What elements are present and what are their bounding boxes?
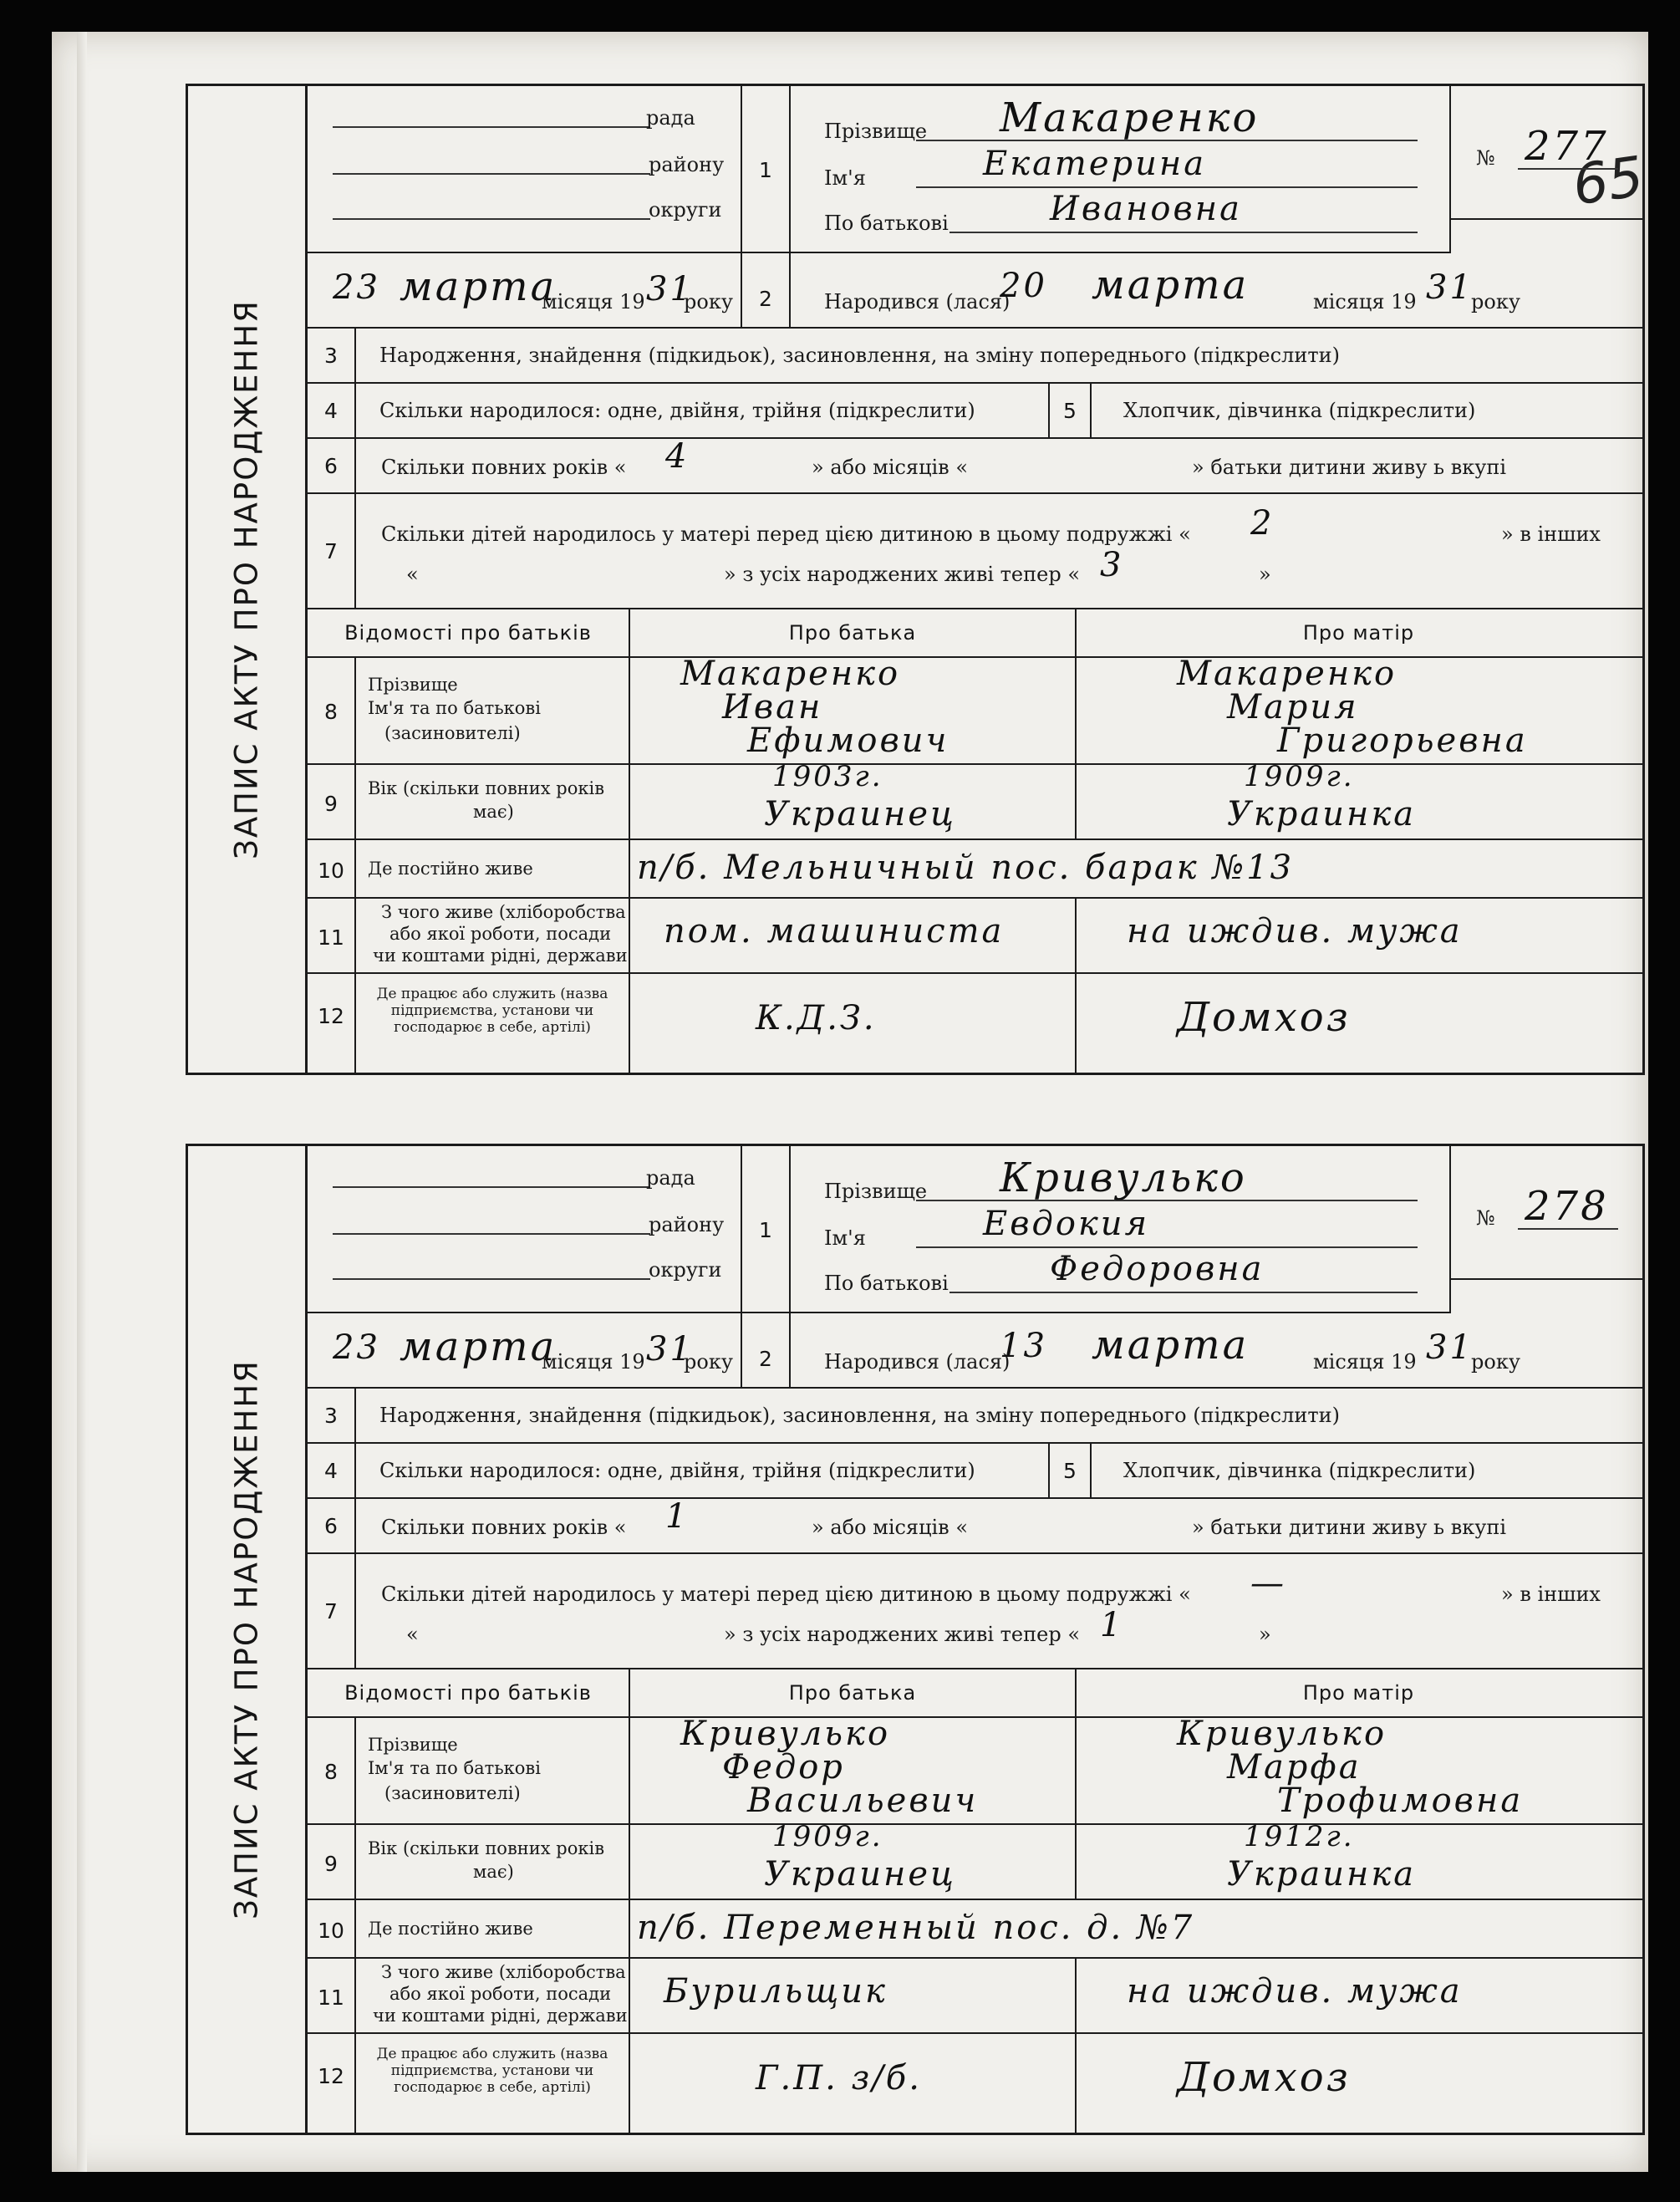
num-cell-2 — [742, 220, 791, 329]
mother-name-cell — [1077, 1715, 1642, 1825]
child-name: Евдокия — [983, 1205, 1150, 1243]
row7-other-label: » в інших — [1501, 522, 1601, 546]
father-name: Федор — [722, 1748, 845, 1787]
mother-header — [1077, 1669, 1642, 1718]
years-together: 1 — [665, 1497, 690, 1536]
row-number-1: 1 — [759, 1218, 772, 1242]
children-alive: 1 — [1100, 1606, 1124, 1644]
birth-day: 20 — [1000, 267, 1047, 305]
row11-label-c: чи коштами рідні, держави — [373, 946, 628, 966]
row6-months-label: » або місяців « — [812, 1516, 969, 1539]
birth-year-label: року — [1471, 1350, 1520, 1374]
row8-name-label: Ім'я та по батькові — [368, 698, 541, 718]
birth-date-cell — [791, 220, 1642, 329]
record-side-title: ЗАПИС АКТУ ПРО НАРОДЖЕННЯ — [228, 299, 265, 859]
father-surname: Макаренко — [680, 655, 901, 693]
reg-day: 23 — [333, 268, 380, 307]
mother-age-cell — [1077, 1820, 1642, 1900]
mother-surname: Макаренко — [1177, 655, 1397, 693]
parents-info-header — [308, 609, 630, 658]
father-age-cell — [630, 1820, 1077, 1900]
mother-name-cell — [1077, 655, 1642, 765]
row7-quote-open: « — [406, 563, 419, 586]
child-patronymic: Федоровна — [1050, 1250, 1265, 1288]
children-alive: 3 — [1100, 546, 1124, 584]
mother-header-label: Про матір — [1302, 621, 1415, 645]
row11-label-a: З чого живе (хліборобства — [381, 1962, 626, 1982]
mother-occupation-cell — [1077, 899, 1642, 974]
row3-label: Народження, знайдення (підкидьок), засиновлення, на зміну попереднього (підкреслити) — [379, 344, 1340, 367]
residence-cell — [630, 1900, 1642, 1959]
okrug-label: округи — [649, 198, 722, 222]
row-number-1: 1 — [759, 158, 772, 182]
row6-cell — [356, 1499, 1642, 1554]
father-header — [630, 609, 1077, 658]
row5-cell — [1092, 1444, 1642, 1499]
reg-month: марта — [400, 1323, 557, 1370]
father-patronymic: Ефимович — [747, 721, 949, 760]
okrug-label: округи — [649, 1258, 722, 1282]
mother-occupation: на иждив. мужа — [1127, 912, 1463, 951]
children-before: 2 — [1250, 504, 1275, 543]
row-number-8: 8 — [324, 1760, 338, 1784]
row-number-5: 5 — [1063, 399, 1077, 423]
row9-age-label: Вік (скільки повних років — [368, 778, 605, 798]
record-number: 278 — [1525, 1183, 1609, 1230]
raion-label: району — [649, 1213, 725, 1236]
binding-edge — [77, 32, 87, 2172]
reg-year: 31 — [646, 270, 694, 308]
num-cell-9 — [308, 765, 356, 840]
row-number-4: 4 — [324, 1459, 338, 1483]
row9-label-cell — [356, 765, 630, 840]
row-number-2: 2 — [759, 1347, 772, 1371]
row10-label: Де постійно живе — [368, 1919, 533, 1939]
num-cell-3 — [308, 1389, 356, 1444]
father-surname: Кривулько — [680, 1715, 891, 1753]
row-number-5: 5 — [1063, 1459, 1077, 1483]
raion-label: району — [649, 153, 725, 176]
reg-month-label: місяця 19 — [542, 290, 645, 313]
father-name-cell — [630, 655, 1077, 765]
num-cell-2 — [742, 1280, 791, 1389]
row7-quote-close: » — [1259, 1623, 1271, 1646]
birth-month: марта — [1092, 1322, 1250, 1369]
father-header-label: Про батька — [788, 621, 917, 645]
birth-record-2 — [186, 1144, 1645, 2135]
rada-label: рада — [646, 106, 695, 130]
row8-adopt-label: (засиновителі) — [384, 1783, 521, 1803]
father-occupation-cell — [630, 899, 1077, 974]
registration-date-cell — [308, 1313, 742, 1389]
num-cell-6 — [308, 1499, 356, 1554]
row8-adopt-label: (засиновителі) — [384, 723, 521, 743]
reg-month-label: місяця 19 — [542, 1350, 645, 1374]
num-cell-8 — [308, 658, 356, 765]
num-cell-4 — [308, 1444, 356, 1499]
row-number-6: 6 — [324, 1514, 338, 1538]
mother-surname: Кривулько — [1177, 1715, 1387, 1753]
mother-age: 1912г. — [1244, 1820, 1355, 1853]
row9-age-label: Вік (скільки повних років — [368, 1838, 605, 1858]
row-number-9: 9 — [324, 1852, 338, 1876]
father-header-label: Про батька — [788, 1681, 917, 1705]
mother-nationality: Украинка — [1227, 795, 1417, 833]
row11-label-b: або якої роботи, посади — [389, 924, 612, 944]
birth-month-label: місяця 19 — [1313, 1350, 1417, 1374]
name-label: Ім'я — [824, 166, 866, 190]
row-number-4: 4 — [324, 399, 338, 423]
reg-year-label: року — [684, 1350, 733, 1374]
row9-has-label: має) — [473, 802, 514, 822]
born-label: Народився (лася) — [824, 1350, 1011, 1374]
father-workplace-cell — [630, 974, 1077, 1073]
rada-label: рада — [646, 1166, 695, 1190]
birth-year: 31 — [1426, 268, 1474, 307]
page-number: 65 — [1569, 144, 1647, 218]
num-cell-4 — [308, 384, 356, 439]
mother-occupation: на иждив. мужа — [1127, 1972, 1463, 2011]
father-nationality: Украинец — [764, 1855, 956, 1894]
mother-workplace: Домхоз — [1177, 2054, 1351, 2101]
reg-day: 23 — [333, 1328, 380, 1367]
parents-info-header-label: Відомості про батьків — [344, 1681, 592, 1705]
row11-label-c: чи коштами рідні, держави — [373, 2006, 628, 2026]
row5-label: Хлопчик, дівчинка (підкреслити) — [1123, 399, 1476, 422]
row4-cell — [356, 384, 1050, 439]
years-together: 4 — [665, 437, 690, 476]
patronymic-label: По батькові — [824, 1272, 949, 1295]
child-surname: Кривулько — [1000, 1155, 1247, 1201]
mother-workplace: Домхоз — [1177, 994, 1351, 1041]
row8-name-label: Ім'я та по батькові — [368, 1758, 541, 1778]
row7-quote-close: » — [1259, 563, 1271, 586]
number-label: № — [1476, 146, 1495, 170]
row-number-10: 10 — [318, 859, 344, 883]
row12-label-cell — [356, 974, 630, 1073]
birth-month-label: місяця 19 — [1313, 290, 1417, 313]
row7-other-label: » в інших — [1501, 1583, 1601, 1606]
row11-label-a: З чого живе (хліборобства — [381, 902, 626, 922]
num-cell-10 — [308, 840, 356, 899]
num-cell-3 — [308, 329, 356, 384]
row-number-9: 9 — [324, 792, 338, 816]
registry-office-cell — [308, 1146, 742, 1313]
birth-month: марта — [1092, 262, 1250, 308]
num-cell-12 — [308, 2034, 356, 2133]
reg-year-label: року — [684, 290, 733, 313]
record-number-cell — [1451, 1146, 1642, 1280]
record-side-title: ЗАПИС АКТУ ПРО НАРОДЖЕННЯ — [228, 1359, 265, 1919]
parents-info-header-label: Відомості про батьків — [344, 621, 592, 645]
child-name: Екатерина — [983, 145, 1207, 183]
father-name: Иван — [722, 688, 823, 726]
mother-workplace-cell — [1077, 974, 1642, 1073]
row-number-3: 3 — [324, 344, 338, 368]
row4-label: Скільки народилося: одне, двійня, трійня (підкреслити) — [379, 399, 975, 422]
num-cell-11 — [308, 899, 356, 974]
num-cell-10 — [308, 1900, 356, 1959]
row7-alive-label: » з усіх народжених живі тепер « — [724, 1623, 1081, 1646]
row8-surname-label: Прізвище — [368, 1735, 458, 1755]
surname-label: Прізвище — [824, 1180, 928, 1203]
father-header — [630, 1669, 1077, 1718]
residence: п/б. Переменный пос. д. №7 — [637, 1909, 1195, 1947]
father-occupation: пом. машиниста — [664, 912, 1005, 951]
name-label: Ім'я — [824, 1226, 866, 1250]
birth-day: 13 — [1000, 1327, 1047, 1365]
mother-age: 1909г. — [1244, 760, 1355, 793]
row8-label-cell — [356, 1718, 630, 1825]
birth-year-label: року — [1471, 290, 1520, 313]
row7-quote-open: « — [406, 1623, 419, 1646]
row-number-12: 12 — [318, 2064, 344, 2088]
record-side-column — [188, 86, 308, 1073]
mother-header-label: Про матір — [1302, 1681, 1415, 1705]
record-number: 277 — [1525, 123, 1609, 170]
father-name-cell — [630, 1715, 1077, 1825]
row7-before-label: Скільки дітей народилось у матері перед цією дитиною в цьому подружжі « — [381, 1583, 1191, 1606]
row10-label-cell — [356, 1900, 630, 1959]
number-label: № — [1476, 1206, 1495, 1230]
row6-together-label: » батьки дитини живу ь вкупі — [1192, 1516, 1507, 1539]
num-cell-5 — [1050, 1444, 1092, 1499]
father-occupation: Бурильщик — [664, 1972, 888, 2011]
birth-year: 31 — [1426, 1328, 1474, 1367]
row5-label: Хлопчик, дівчинка (підкреслити) — [1123, 1459, 1476, 1482]
row3-cell — [356, 329, 1642, 384]
row-number-7: 7 — [324, 1599, 338, 1623]
mother-age-cell — [1077, 760, 1642, 840]
row6-cell — [356, 439, 1642, 494]
parents-info-header — [308, 1669, 630, 1718]
row-number-6: 6 — [324, 454, 338, 478]
mother-nationality: Украинка — [1227, 1855, 1417, 1894]
mother-workplace-cell — [1077, 2034, 1642, 2133]
row6-years-label: Скільки повних років « — [381, 1516, 627, 1539]
row6-together-label: » батьки дитини живу ь вкупі — [1192, 456, 1507, 479]
father-patronymic: Васильевич — [747, 1781, 979, 1820]
row3-label: Народження, знайдення (підкидьок), засиновлення, на зміну попереднього (підкреслити) — [379, 1404, 1340, 1427]
row-number-3: 3 — [324, 1404, 338, 1428]
father-workplace: Г.П. з/б. — [756, 2059, 922, 2098]
row12-label-cell — [356, 2034, 630, 2133]
mother-name: Мария — [1227, 688, 1359, 726]
row-number-8: 8 — [324, 700, 338, 724]
row6-months-label: » або місяців « — [812, 456, 969, 479]
num-cell-5 — [1050, 384, 1092, 439]
father-age: 1909г. — [772, 1820, 883, 1853]
row3-cell — [356, 1389, 1642, 1444]
row-number-2: 2 — [759, 287, 772, 311]
birth-date-cell — [791, 1280, 1642, 1389]
row7-before-label: Скільки дітей народилось у матері перед цією дитиною в цьому подружжі « — [381, 522, 1191, 546]
mother-name: Марфа — [1227, 1748, 1362, 1787]
row-number-7: 7 — [324, 539, 338, 563]
mother-patronymic: Трофимовна — [1277, 1781, 1524, 1820]
num-cell-8 — [308, 1718, 356, 1825]
row9-has-label: має) — [473, 1862, 514, 1882]
row4-cell — [356, 1444, 1050, 1499]
father-nationality: Украинец — [764, 795, 956, 833]
father-workplace-cell — [630, 2034, 1077, 2133]
num-cell-7 — [308, 1554, 356, 1669]
row7-alive-label: » з усіх народжених живі тепер « — [724, 563, 1081, 586]
row8-label-cell — [356, 658, 630, 765]
birth-record-1 — [186, 84, 1645, 1075]
num-cell-9 — [308, 1825, 356, 1900]
num-cell-6 — [308, 439, 356, 494]
num-cell-7 — [308, 494, 356, 609]
row7-cell — [356, 494, 1642, 609]
row8-surname-label: Прізвище — [368, 675, 458, 695]
row10-label: Де постійно живе — [368, 859, 533, 879]
child-patronymic: Ивановна — [1050, 190, 1242, 228]
father-workplace: К.Д.З. — [756, 999, 877, 1037]
row-number-12: 12 — [318, 1004, 344, 1028]
mother-header — [1077, 609, 1642, 658]
residence: п/б. Мельничный пос. барак №13 — [637, 849, 1295, 887]
mother-patronymic: Григорьевна — [1277, 721, 1528, 760]
row-number-11: 11 — [318, 925, 344, 950]
surname-label: Прізвище — [824, 120, 928, 143]
father-age: 1903г. — [772, 760, 883, 793]
registry-office-cell — [308, 86, 742, 253]
row9-label-cell — [356, 1825, 630, 1900]
row-number-11: 11 — [318, 1985, 344, 2010]
residence-cell — [630, 840, 1642, 899]
record-number-cell — [1451, 86, 1642, 220]
row-number-10: 10 — [318, 1919, 344, 1943]
father-age-cell — [630, 760, 1077, 840]
father-occupation-cell — [630, 1959, 1077, 2034]
row5-cell — [1092, 384, 1642, 439]
row7-cell — [356, 1554, 1642, 1669]
row11-label-b: або якої роботи, посади — [389, 1984, 612, 2004]
num-cell-11 — [308, 1959, 356, 2034]
row12-label: Де працює або служить (назва підприємства, установи чи господарює в себе, артілі) — [376, 986, 608, 1036]
document-page — [52, 32, 1648, 2172]
row12-label: Де працює або служить (назва підприємства, установи чи господарює в себе, артілі) — [376, 2046, 608, 2096]
reg-year: 31 — [646, 1330, 694, 1369]
row6-years-label: Скільки повних років « — [381, 456, 627, 479]
num-cell-12 — [308, 974, 356, 1073]
row4-label: Скільки народилося: одне, двійня, трійня (підкреслити) — [379, 1459, 975, 1482]
row11-label-cell — [356, 899, 630, 974]
registration-date-cell — [308, 253, 742, 329]
mother-occupation-cell — [1077, 1959, 1642, 2034]
row11-label-cell — [356, 1959, 630, 2034]
reg-month: марта — [400, 263, 557, 310]
record-side-column — [188, 1146, 308, 2133]
children-before: — — [1250, 1564, 1286, 1603]
row10-label-cell — [356, 840, 630, 899]
child-surname: Макаренко — [1000, 94, 1260, 141]
patronymic-label: По батькові — [824, 212, 949, 235]
born-label: Народився (лася) — [824, 290, 1011, 313]
